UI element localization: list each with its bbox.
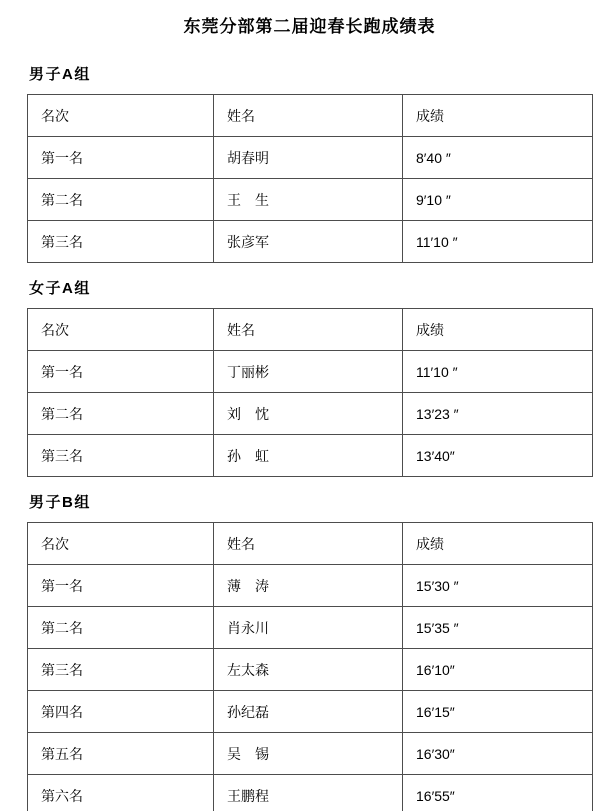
cell-name: 肖永川	[214, 607, 403, 649]
table-header-row	[28, 309, 593, 351]
cell-score: 15′35 ″	[403, 607, 593, 649]
cell-rank: 第三名	[28, 435, 214, 477]
cell-rank: 第三名	[28, 221, 214, 263]
results-table-mens-b	[27, 522, 593, 811]
cell-name: 左太森	[214, 649, 403, 691]
cell-name: 王鹏程	[214, 775, 403, 811]
table-row	[28, 733, 593, 775]
column-header-name: 姓名	[214, 95, 403, 137]
table-header-row	[28, 95, 593, 137]
cell-score: 15′30 ″	[403, 565, 593, 607]
cell-score: 8′40 ″	[403, 137, 593, 179]
cell-score: 16′15″	[403, 691, 593, 733]
cell-rank: 第三名	[28, 649, 214, 691]
table-row	[28, 775, 593, 811]
table-row	[28, 351, 593, 393]
column-header-score: 成绩	[403, 523, 593, 565]
cell-name: 丁丽彬	[214, 351, 403, 393]
table-header-row	[28, 523, 593, 565]
cell-score: 9′10 ″	[403, 179, 593, 221]
table-row	[28, 137, 593, 179]
cell-score: 16′30″	[403, 733, 593, 775]
page-title: 东莞分部第二届迎春长跑成绩表	[183, 17, 436, 36]
column-header-rank: 名次	[28, 309, 214, 351]
cell-name: 刘 忱	[214, 393, 403, 435]
cell-rank: 第六名	[28, 775, 214, 811]
table-row	[28, 565, 593, 607]
column-header-score: 成绩	[403, 309, 593, 351]
cell-score: 11′10 ″	[403, 221, 593, 263]
column-header-name: 姓名	[214, 309, 403, 351]
cell-name: 张彦军	[214, 221, 403, 263]
cell-name: 胡春明	[214, 137, 403, 179]
cell-name: 吴 锡	[214, 733, 403, 775]
section-heading-mens-a: 男子A组	[29, 66, 91, 83]
results-table-mens-a	[27, 94, 593, 263]
cell-rank: 第一名	[28, 137, 214, 179]
table-row	[28, 649, 593, 691]
results-table-womens-a	[27, 308, 593, 477]
cell-rank: 第一名	[28, 565, 214, 607]
table-row	[28, 179, 593, 221]
table-row	[28, 435, 593, 477]
cell-score: 13′40″	[403, 435, 593, 477]
cell-rank: 第二名	[28, 393, 214, 435]
section-heading-womens-a: 女子A组	[29, 280, 91, 297]
section-heading-mens-b: 男子B组	[29, 494, 91, 511]
table-row	[28, 393, 593, 435]
column-header-rank: 名次	[28, 523, 214, 565]
column-header-name: 姓名	[214, 523, 403, 565]
cell-rank: 第五名	[28, 733, 214, 775]
cell-score: 11′10 ″	[403, 351, 593, 393]
table-row	[28, 221, 593, 263]
cell-name: 孙 虹	[214, 435, 403, 477]
cell-score: 13′23 ″	[403, 393, 593, 435]
table-row	[28, 691, 593, 733]
cell-rank: 第四名	[28, 691, 214, 733]
cell-name: 孙纪磊	[214, 691, 403, 733]
column-header-rank: 名次	[28, 95, 214, 137]
table-row	[28, 607, 593, 649]
cell-name: 薄 涛	[214, 565, 403, 607]
cell-rank: 第二名	[28, 179, 214, 221]
cell-score: 16′10″	[403, 649, 593, 691]
cell-rank: 第二名	[28, 607, 214, 649]
cell-rank: 第一名	[28, 351, 214, 393]
cell-name: 王 生	[214, 179, 403, 221]
cell-score: 16′55″	[403, 775, 593, 811]
column-header-score: 成绩	[403, 95, 593, 137]
